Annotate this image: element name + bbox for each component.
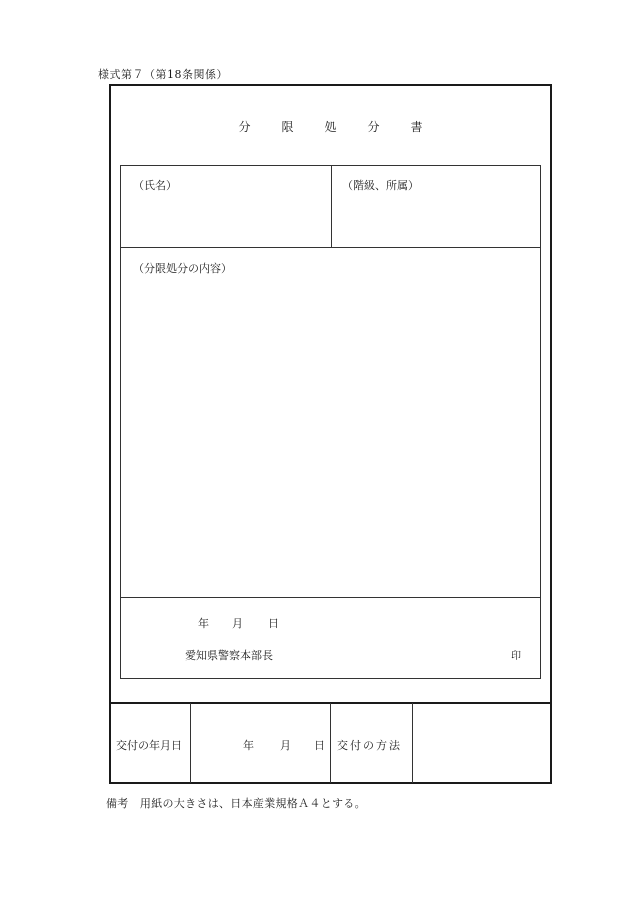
seal-mark: 印 [511, 651, 521, 662]
delivery-method-field[interactable] [414, 705, 550, 782]
delivery-date-label: 交付の年月日 [116, 739, 182, 752]
delivery-year: 年 [243, 739, 254, 752]
divider-name-rank [331, 165, 332, 247]
document-title: 分限処分書 [238, 120, 454, 134]
name-field[interactable] [122, 196, 327, 244]
footer-divider-2 [330, 703, 331, 783]
footer-divider-1 [190, 703, 191, 783]
divider-name-row [120, 247, 541, 248]
signature-year: 年 [198, 617, 209, 630]
rank-field[interactable] [334, 196, 538, 244]
delivery-month: 月 [280, 739, 291, 752]
content-field-label: （分限処分の内容） [133, 262, 232, 275]
divider-content-signature [120, 597, 541, 598]
signature-month: 月 [232, 617, 243, 630]
name-field-label: （氏名） [133, 179, 177, 192]
remarks-note: 備考 用紙の大きさは、日本産業規格Ａ４とする。 [106, 797, 366, 810]
delivery-method-label: 交付の方法 [337, 739, 402, 752]
rank-field-label: （階級、所属） [342, 179, 419, 192]
delivery-day: 日 [314, 739, 325, 752]
form-number: 様式第７（第18条関係） [98, 68, 228, 81]
footer-divider-3 [412, 703, 413, 783]
issuer-name: 愛知県警察本部長 [185, 649, 273, 662]
signature-day: 日 [268, 617, 279, 630]
content-field[interactable] [122, 280, 538, 594]
